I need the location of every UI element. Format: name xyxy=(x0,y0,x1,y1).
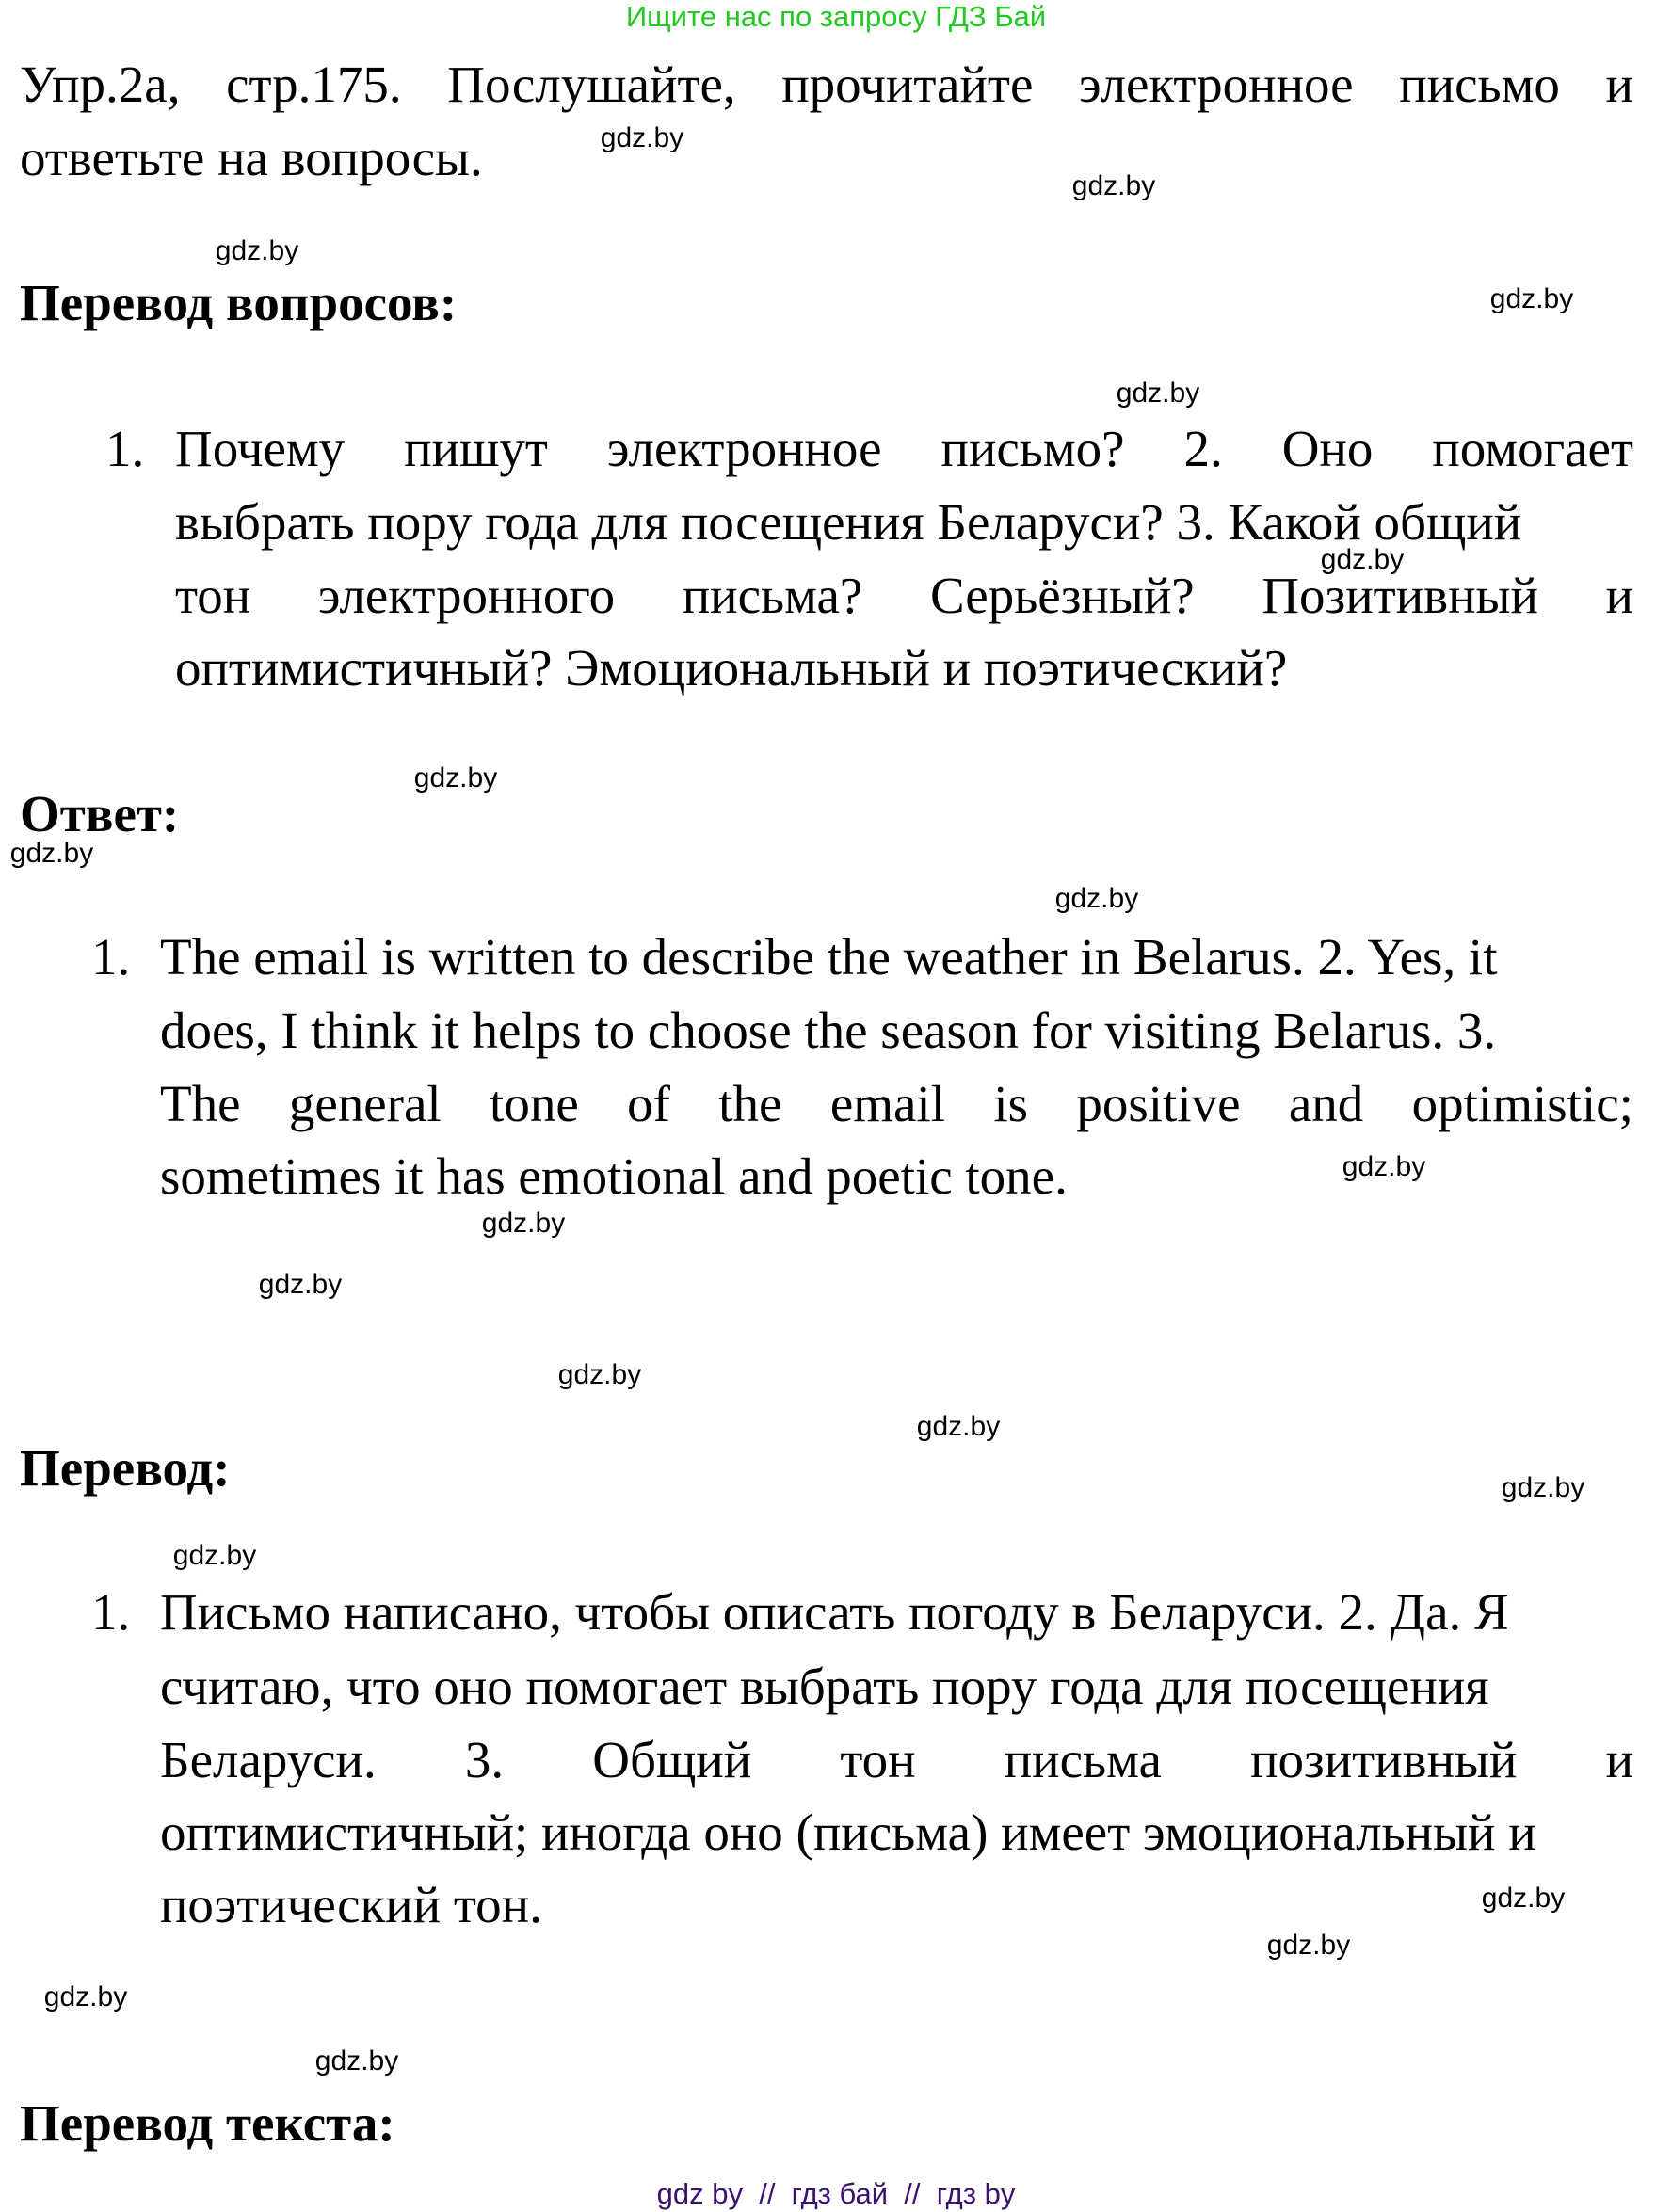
word: пишут xyxy=(404,420,548,477)
watermark: gdz.by xyxy=(1054,883,1139,914)
word: тон xyxy=(840,1731,916,1788)
answer-line-4: sometimes it has emotional and poetic tone. xyxy=(160,1147,1068,1205)
watermark: gdz.by xyxy=(600,122,684,153)
word: электронного xyxy=(317,567,616,624)
answer-line-3 xyxy=(160,1076,1633,1132)
word: прочитайте xyxy=(781,56,1034,113)
watermark: gdz.by xyxy=(413,762,498,793)
watermark: gdz.by xyxy=(258,1269,343,1300)
watermark: gdz.by xyxy=(916,1411,1001,1442)
word: 2. xyxy=(1183,420,1223,477)
word: Почему xyxy=(175,420,346,477)
word: the xyxy=(718,1075,782,1132)
questions-line-4: оптимистичный? Эмоциональный и поэтический? xyxy=(175,639,1288,697)
task-line-1 xyxy=(20,56,1633,113)
word: email xyxy=(829,1075,945,1132)
answer-title: Ответ: xyxy=(20,785,180,842)
translation-number: 1. xyxy=(91,1583,131,1641)
word: Оно xyxy=(1281,420,1374,477)
task-line-2: ответьте на вопросы. xyxy=(20,129,483,186)
search-hint-header: Ищите нас по запросу ГДЗ Бай xyxy=(625,0,1047,33)
word: of xyxy=(627,1075,670,1132)
watermark: gdz.by xyxy=(9,838,94,869)
word: стр.175. xyxy=(226,56,402,113)
watermark: gdz.by xyxy=(314,2045,399,2076)
word: optimistic; xyxy=(1411,1075,1633,1132)
watermark: gdz.by xyxy=(1342,1151,1426,1182)
answer-number: 1. xyxy=(91,928,131,986)
word: письма? xyxy=(682,567,863,624)
questions-line-1 xyxy=(175,421,1633,477)
watermark: gdz.by xyxy=(1489,283,1574,314)
watermark: gdz.by xyxy=(1320,544,1405,575)
word: оптимистичный; иногда оно (письма) имеет эмоциональный и xyxy=(160,1803,1536,1861)
translation-line-3 xyxy=(160,1732,1633,1788)
word: Упр.2а, xyxy=(20,56,181,113)
footer-links: gdz by // гдз бай // гдз by xyxy=(656,2177,1016,2210)
watermark: gdz.by xyxy=(43,1981,128,2012)
word: and xyxy=(1288,1075,1364,1132)
watermark: gdz.by xyxy=(1266,1930,1351,1961)
word: письмо? xyxy=(940,420,1125,477)
word: и xyxy=(1605,567,1633,624)
word: Послушайте, xyxy=(447,56,736,113)
watermark: gdz.by xyxy=(172,1540,257,1571)
text-translation-title: Перевод текста: xyxy=(20,2094,395,2152)
word: электронное xyxy=(1078,56,1354,113)
word: tone xyxy=(490,1075,579,1132)
questions-title: Перевод вопросов: xyxy=(20,274,458,331)
watermark: gdz.by xyxy=(1501,1472,1585,1503)
answer-line-1 xyxy=(160,929,1633,986)
questions-number: 1. xyxy=(105,420,145,477)
word: письмо xyxy=(1399,56,1560,113)
answer-line-2 xyxy=(160,1002,1633,1059)
word: 3. xyxy=(464,1731,505,1788)
word: does, I think it helps to choose the season for visiting Belarus. 3. xyxy=(160,1002,1497,1059)
word: письма xyxy=(1004,1731,1162,1788)
word: позитивный xyxy=(1250,1731,1518,1788)
watermark: gdz.by xyxy=(557,1359,642,1390)
word: тон xyxy=(175,567,251,624)
word: и xyxy=(1605,1731,1633,1788)
translation-line-2 xyxy=(160,1659,1633,1715)
word: помогает xyxy=(1432,420,1633,477)
word: general xyxy=(288,1075,442,1132)
word: и xyxy=(1605,56,1633,113)
word: Беларуси. xyxy=(160,1731,377,1788)
watermark: gdz.by xyxy=(481,1208,566,1239)
word: is xyxy=(993,1075,1029,1132)
word: Позитивный xyxy=(1262,567,1538,624)
word: электронное xyxy=(606,420,882,477)
translation-line-4 xyxy=(160,1804,1633,1861)
watermark: gdz.by xyxy=(1116,377,1200,409)
word: Общий xyxy=(592,1731,752,1788)
translation-line-1 xyxy=(160,1584,1633,1641)
watermark: gdz.by xyxy=(215,235,299,266)
word: Серьёзный? xyxy=(929,567,1195,624)
word: Письмо написано, чтобы описать погоду в Беларуси. 2. Да. Я xyxy=(160,1583,1509,1641)
word: The email is written to describe the weather in Belarus. 2. Yes, it xyxy=(160,928,1498,986)
word: positive xyxy=(1076,1075,1241,1132)
word: The xyxy=(160,1075,241,1132)
word: выбрать пору года для посещения Беларуси? 3. Какой общий xyxy=(175,493,1522,551)
translation-title: Перевод: xyxy=(20,1439,231,1497)
word: считаю, что оно помогает выбрать пору года для посещения xyxy=(160,1658,1489,1715)
questions-line-3 xyxy=(175,568,1633,624)
translation-line-5: поэтический тон. xyxy=(160,1876,542,1933)
questions-line-2 xyxy=(175,494,1633,551)
watermark: gdz.by xyxy=(1481,1883,1566,1914)
watermark: gdz.by xyxy=(1071,170,1156,201)
